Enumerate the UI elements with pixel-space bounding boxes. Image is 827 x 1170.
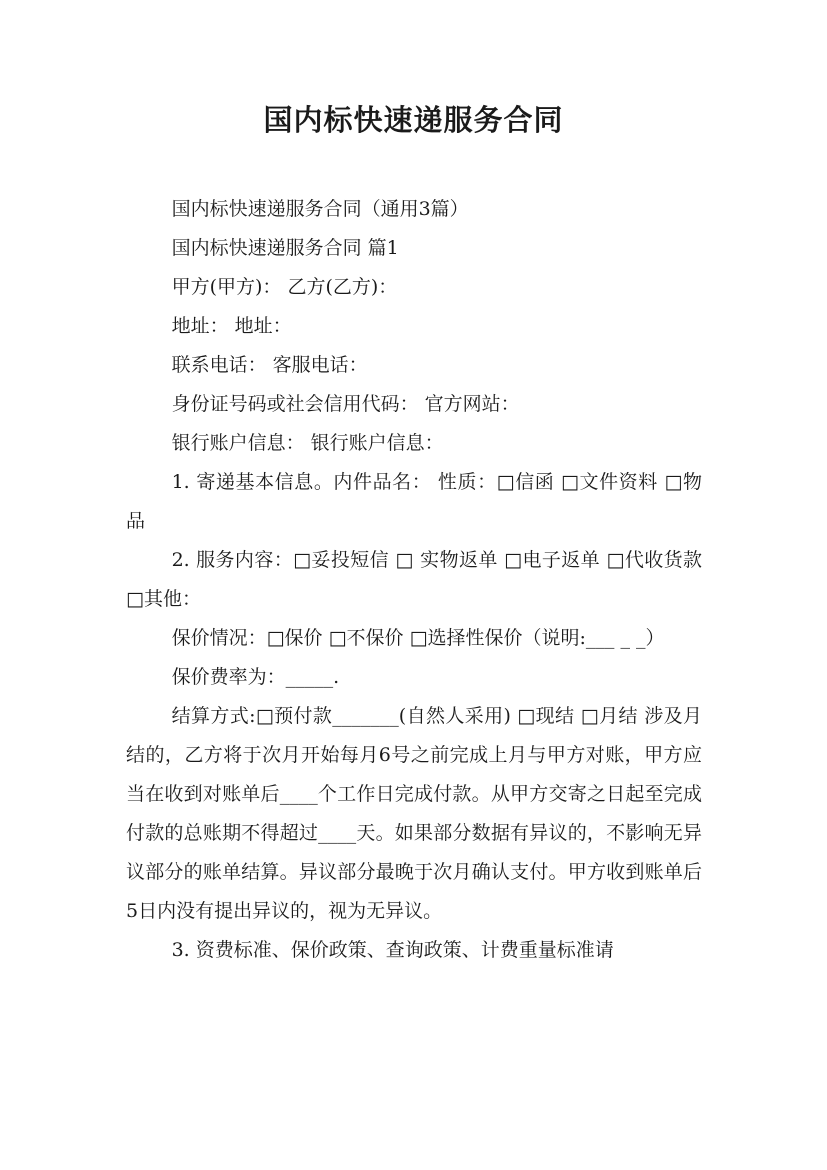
paragraph-insurance-rate: 保价费率为：_____. [171, 666, 340, 688]
paragraph-parties: 甲方(甲方)： 乙方(乙方)： [171, 276, 398, 298]
paragraph-section-heading: 国内标快速递服务合同 篇1 [171, 237, 399, 259]
paragraph-address: 地址： 地址： [171, 315, 292, 337]
document-title: 国内标快速递服务合同 [263, 103, 564, 137]
paragraph-shipping-info: 1. 寄递基本信息。内件品名： 性质：□信函 □文件资料 □物品 [126, 471, 702, 532]
paragraph-phone: 联系电话： 客服电话： [171, 354, 368, 376]
paragraph-subtitle: 国内标快速递服务合同（通用3篇） [171, 198, 469, 220]
document-body [126, 190, 702, 970]
paragraph-id-website: 身份证号码或社会信用代码： 官方网站： [171, 393, 520, 415]
paragraph-service-content: 2. 服务内容：□妥投短信 □ 实物返单 □电子返单 □代收货款 □其他： [126, 549, 702, 610]
paragraph-bank-info: 银行账户信息： 银行账户信息： [171, 432, 444, 454]
paragraph-fee-standard: 3. 资费标准、保价政策、查询政策、计费重量标准请 [171, 939, 614, 961]
paragraph-settlement: 结算方式:□预付款_______(自然人采用) □现结 □月结 涉及月结的，乙方将于次月开始每月6号之前完成上月与甲方对账，甲方应当在收到对账单后____个工作日完成付款。从甲方交寄之日起至完成付款的总账期不得超过____天。如果部分数据有异议的，不影响无异议部分的账单结算。异议部分最晚于次月确认支付。甲方收到账单后5日内没有提出异议的，视为无异议。 [126, 705, 702, 922]
paragraph-insurance: 保价情况：□保价 □不保价 □选择性保价（说明:___ _ _） [171, 627, 665, 649]
